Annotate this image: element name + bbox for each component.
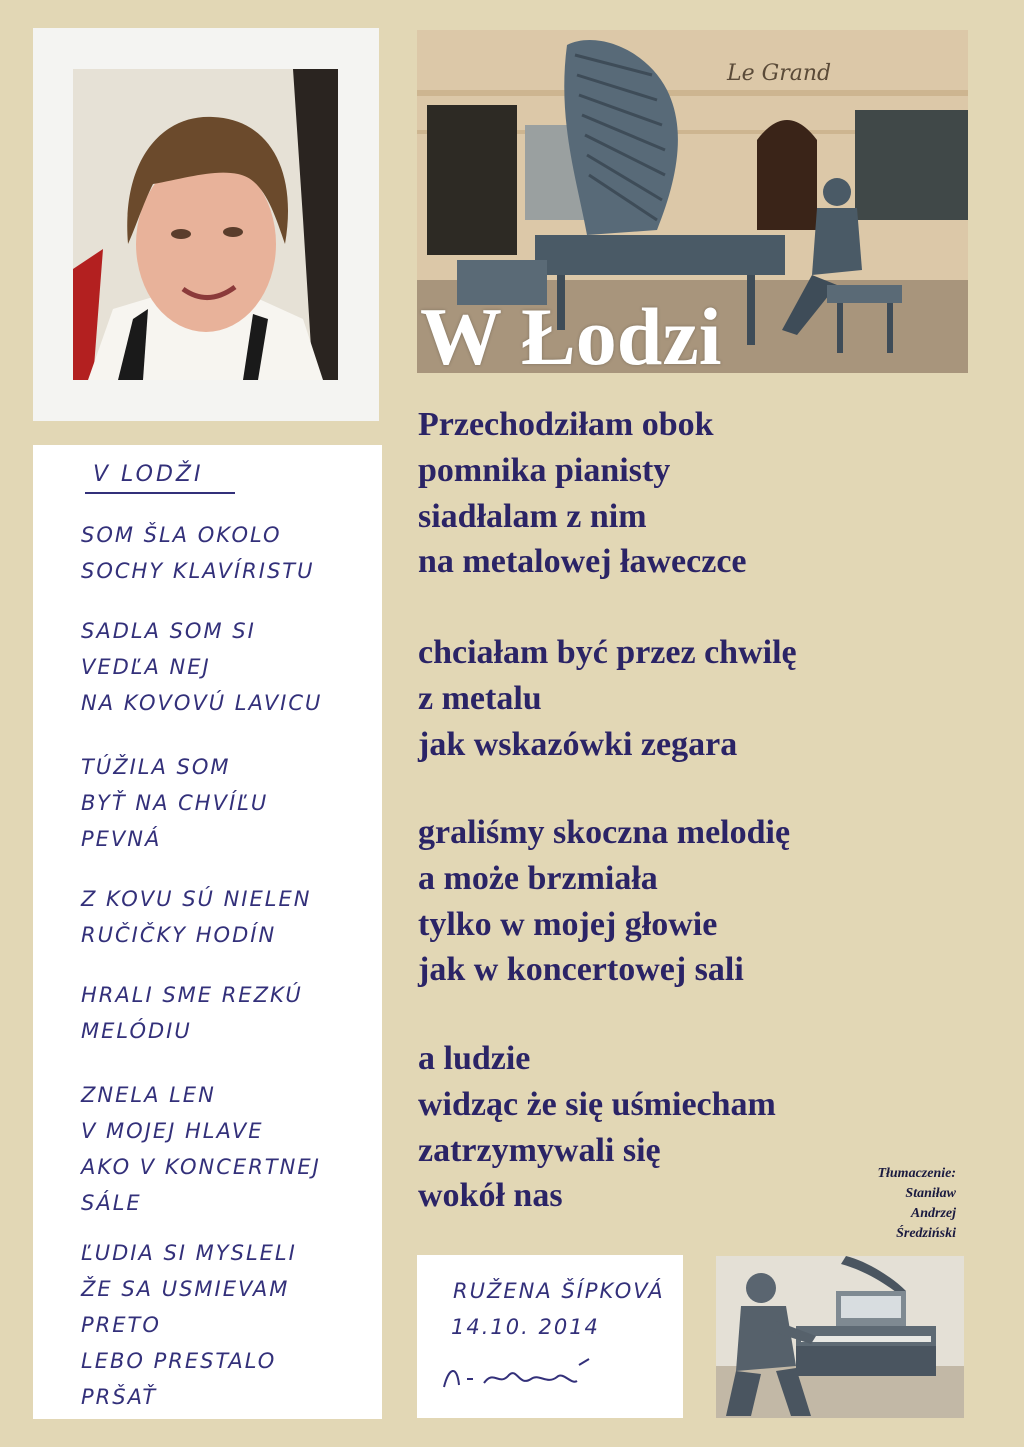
poem-title: W Łodzi [420,291,722,382]
portrait-illustration [73,69,338,380]
poem-stanza: chciałam być przez chwilę z metalu jak wskazówki zegara [418,634,797,763]
portrait-frame [33,28,379,421]
pianist-statue-closeup-photo [716,1256,964,1418]
handwritten-stanza: SADLA SOM SI VEDĽA NEJ NA KOVOVÚ LAVICU [81,619,323,715]
signature-card [417,1255,683,1418]
handwritten-stanza: SOM ŠLA OKOLO SOCHY KLAVÍRISTU [81,523,315,583]
poem-stanza: graliśmy skoczna melodię a może brzmiała tylko w mojej głowie jak w koncertowej sali [418,814,791,989]
handwritten-stanza: HRALI SME REZKÚ MELÓDIU [81,983,303,1043]
author-name: RUŽENA ŠÍPKOVÁ [453,1279,665,1303]
handwritten-stanza: TÚŽILA SOM BYŤ NA CHVÍĽU PEVNÁ [81,755,269,851]
poem-stanza: a ludzie widząc że się uśmiecham zatrzymywali się wokół nas [418,1040,776,1215]
handwritten-manuscript [33,445,382,1419]
poem-stanza: Przechodziłam obok pomnika pianisty siadłalam z nim na metalowej ławeczce [418,406,747,581]
author-portrait-photo [73,69,338,380]
translator-name-line: Staniław [905,1186,956,1201]
handwritten-stanza: Z KOVU SÚ NIELEN RUČIČKY HODÍN [81,887,312,947]
title-underline [85,492,235,494]
handwritten-stanza: ĽUDIA SI MYSLELI ŽE SA USMIEVAM PRETO LEBO PRESTALO PRŠAŤ [81,1241,297,1409]
date: 14.10. 2014 [451,1315,600,1339]
handwritten-signature [439,1357,599,1397]
handwritten-title: V LODŽI [93,462,204,487]
translator-name-line: Andrzej [910,1206,956,1221]
translator-name-line: Średziński [896,1226,956,1241]
statue-closeup-illustration [716,1256,964,1418]
cafe-sign: Le Grand [727,61,832,86]
translator-credit [806,1164,956,1244]
handwritten-stanza: ZNELA LEN V MOJEJ HLAVE AKO V KONCERTNEJ SÁLE [81,1083,321,1215]
translator-label: Tłumaczenie: [877,1166,956,1181]
